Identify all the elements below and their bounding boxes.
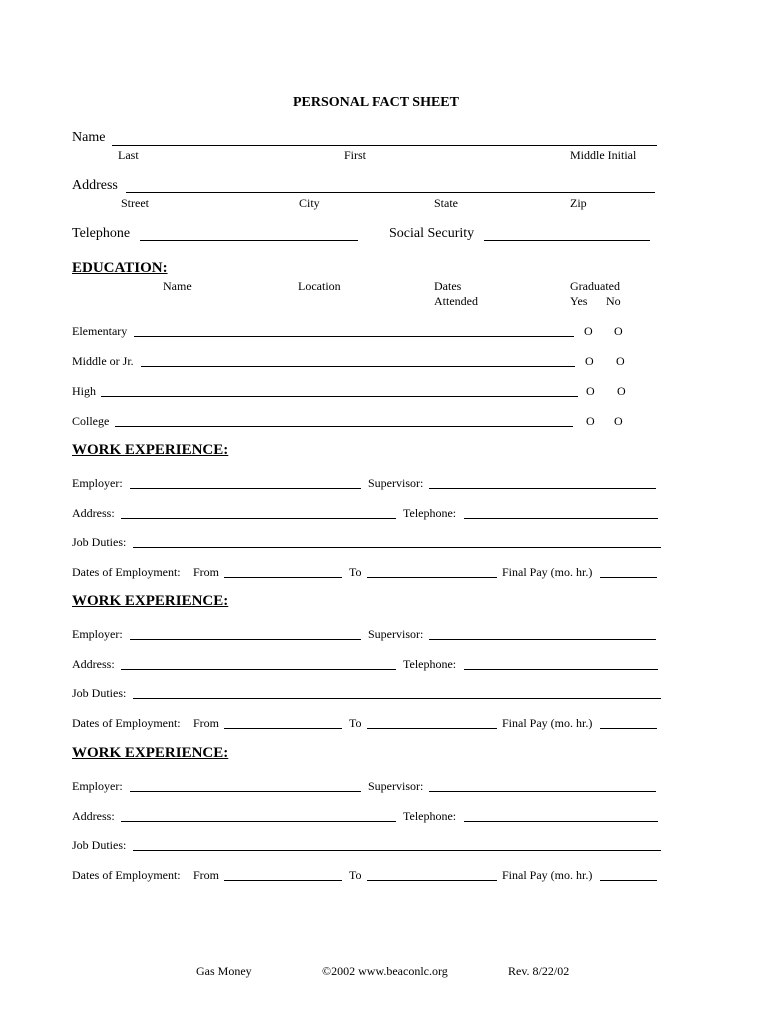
footer-left: Gas Money bbox=[196, 964, 252, 978]
supervisor-field[interactable] bbox=[429, 639, 656, 640]
to-label: To bbox=[349, 565, 362, 579]
page-title: PERSONAL FACT SHEET bbox=[293, 95, 459, 110]
graduated-yes-option[interactable]: O bbox=[586, 414, 595, 428]
address-sub-state: State bbox=[434, 196, 458, 210]
job-duties-label: Job Duties: bbox=[72, 686, 127, 700]
work-telephone-label: Telephone: bbox=[403, 809, 457, 823]
dates-of-employment-label: Dates of Employment: bbox=[72, 716, 181, 730]
education-col-graduated: Graduated bbox=[570, 279, 620, 293]
address-field[interactable] bbox=[126, 192, 655, 193]
to-field[interactable] bbox=[367, 577, 497, 578]
to-field[interactable] bbox=[367, 728, 497, 729]
work-address-field[interactable] bbox=[121, 669, 396, 670]
from-label: From bbox=[193, 716, 220, 730]
address-sub-city: City bbox=[299, 196, 320, 210]
graduated-no-option[interactable]: O bbox=[614, 414, 623, 428]
education-col-no: No bbox=[606, 294, 621, 308]
work-experience-heading: WORK EXPERIENCE: bbox=[72, 593, 229, 609]
education-row-label: College bbox=[72, 414, 110, 428]
education-col-attended: Attended bbox=[434, 294, 478, 308]
employer-label: Employer: bbox=[72, 779, 123, 793]
job-duties-field[interactable] bbox=[133, 850, 661, 851]
employer-field[interactable] bbox=[130, 488, 361, 489]
job-duties-label: Job Duties: bbox=[72, 535, 127, 549]
to-label: To bbox=[349, 716, 362, 730]
employer-label: Employer: bbox=[72, 476, 123, 490]
social-security-label: Social Security bbox=[389, 226, 475, 241]
job-duties-field[interactable] bbox=[133, 698, 661, 699]
final-pay-field[interactable] bbox=[600, 577, 657, 578]
from-field[interactable] bbox=[224, 728, 342, 729]
telephone-field[interactable] bbox=[140, 240, 358, 241]
address-sub-zip: Zip bbox=[570, 196, 587, 210]
education-row-field[interactable] bbox=[141, 366, 575, 367]
employer-label: Employer: bbox=[72, 627, 123, 641]
work-experience-heading: WORK EXPERIENCE: bbox=[72, 442, 229, 458]
supervisor-field[interactable] bbox=[429, 791, 656, 792]
from-field[interactable] bbox=[224, 880, 342, 881]
graduated-no-option[interactable]: O bbox=[617, 384, 626, 398]
social-security-field[interactable] bbox=[484, 240, 650, 241]
education-row-label: Elementary bbox=[72, 324, 128, 338]
work-address-field[interactable] bbox=[121, 821, 396, 822]
supervisor-label: Supervisor: bbox=[368, 476, 424, 490]
name-sub-last: Last bbox=[118, 148, 139, 162]
education-row-field[interactable] bbox=[115, 426, 573, 427]
education-row-label: Middle or Jr. bbox=[72, 354, 134, 368]
work-telephone-field[interactable] bbox=[464, 669, 658, 670]
address-sub-street: Street bbox=[121, 196, 149, 210]
final-pay-field[interactable] bbox=[600, 880, 657, 881]
graduated-yes-option[interactable]: O bbox=[585, 354, 594, 368]
final-pay-field[interactable] bbox=[600, 728, 657, 729]
education-col-dates: Dates bbox=[434, 279, 462, 293]
employer-field[interactable] bbox=[130, 791, 361, 792]
graduated-yes-option[interactable]: O bbox=[586, 384, 595, 398]
graduated-no-option[interactable]: O bbox=[614, 324, 623, 338]
dates-of-employment-label: Dates of Employment: bbox=[72, 565, 181, 579]
dates-of-employment-label: Dates of Employment: bbox=[72, 868, 181, 882]
final-pay-label: Final Pay (mo. hr.) bbox=[502, 716, 593, 730]
work-telephone-field[interactable] bbox=[464, 518, 658, 519]
education-col-name: Name bbox=[163, 279, 192, 293]
work-telephone-label: Telephone: bbox=[403, 657, 457, 671]
job-duties-field[interactable] bbox=[133, 547, 661, 548]
job-duties-label: Job Duties: bbox=[72, 838, 127, 852]
address-label: Address bbox=[72, 178, 118, 193]
education-row-field[interactable] bbox=[134, 336, 574, 337]
work-address-field[interactable] bbox=[121, 518, 396, 519]
footer-right: Rev. 8/22/02 bbox=[508, 964, 570, 978]
work-address-label: Address: bbox=[72, 657, 115, 671]
education-heading: EDUCATION: bbox=[72, 260, 168, 276]
name-sub-first: First bbox=[344, 148, 367, 162]
work-experience-heading: WORK EXPERIENCE: bbox=[72, 745, 229, 761]
education-col-location: Location bbox=[298, 279, 341, 293]
to-field[interactable] bbox=[367, 880, 497, 881]
telephone-label: Telephone bbox=[72, 226, 131, 241]
from-field[interactable] bbox=[224, 577, 342, 578]
footer-center: ©2002 www.beaconlc.org bbox=[322, 964, 448, 978]
work-telephone-field[interactable] bbox=[464, 821, 658, 822]
name-sub-middle: Middle Initial bbox=[570, 148, 637, 162]
education-col-yes: Yes bbox=[570, 294, 588, 308]
graduated-no-option[interactable]: O bbox=[616, 354, 625, 368]
education-row-label: High bbox=[72, 384, 96, 398]
final-pay-label: Final Pay (mo. hr.) bbox=[502, 868, 593, 882]
to-label: To bbox=[349, 868, 362, 882]
education-row-field[interactable] bbox=[101, 396, 578, 397]
supervisor-label: Supervisor: bbox=[368, 627, 424, 641]
work-address-label: Address: bbox=[72, 506, 115, 520]
name-label: Name bbox=[72, 130, 106, 145]
supervisor-field[interactable] bbox=[429, 488, 656, 489]
work-address-label: Address: bbox=[72, 809, 115, 823]
from-label: From bbox=[193, 565, 220, 579]
employer-field[interactable] bbox=[130, 639, 361, 640]
graduated-yes-option[interactable]: O bbox=[584, 324, 593, 338]
name-field[interactable] bbox=[112, 145, 657, 146]
supervisor-label: Supervisor: bbox=[368, 779, 424, 793]
final-pay-label: Final Pay (mo. hr.) bbox=[502, 565, 593, 579]
work-telephone-label: Telephone: bbox=[403, 506, 457, 520]
from-label: From bbox=[193, 868, 220, 882]
